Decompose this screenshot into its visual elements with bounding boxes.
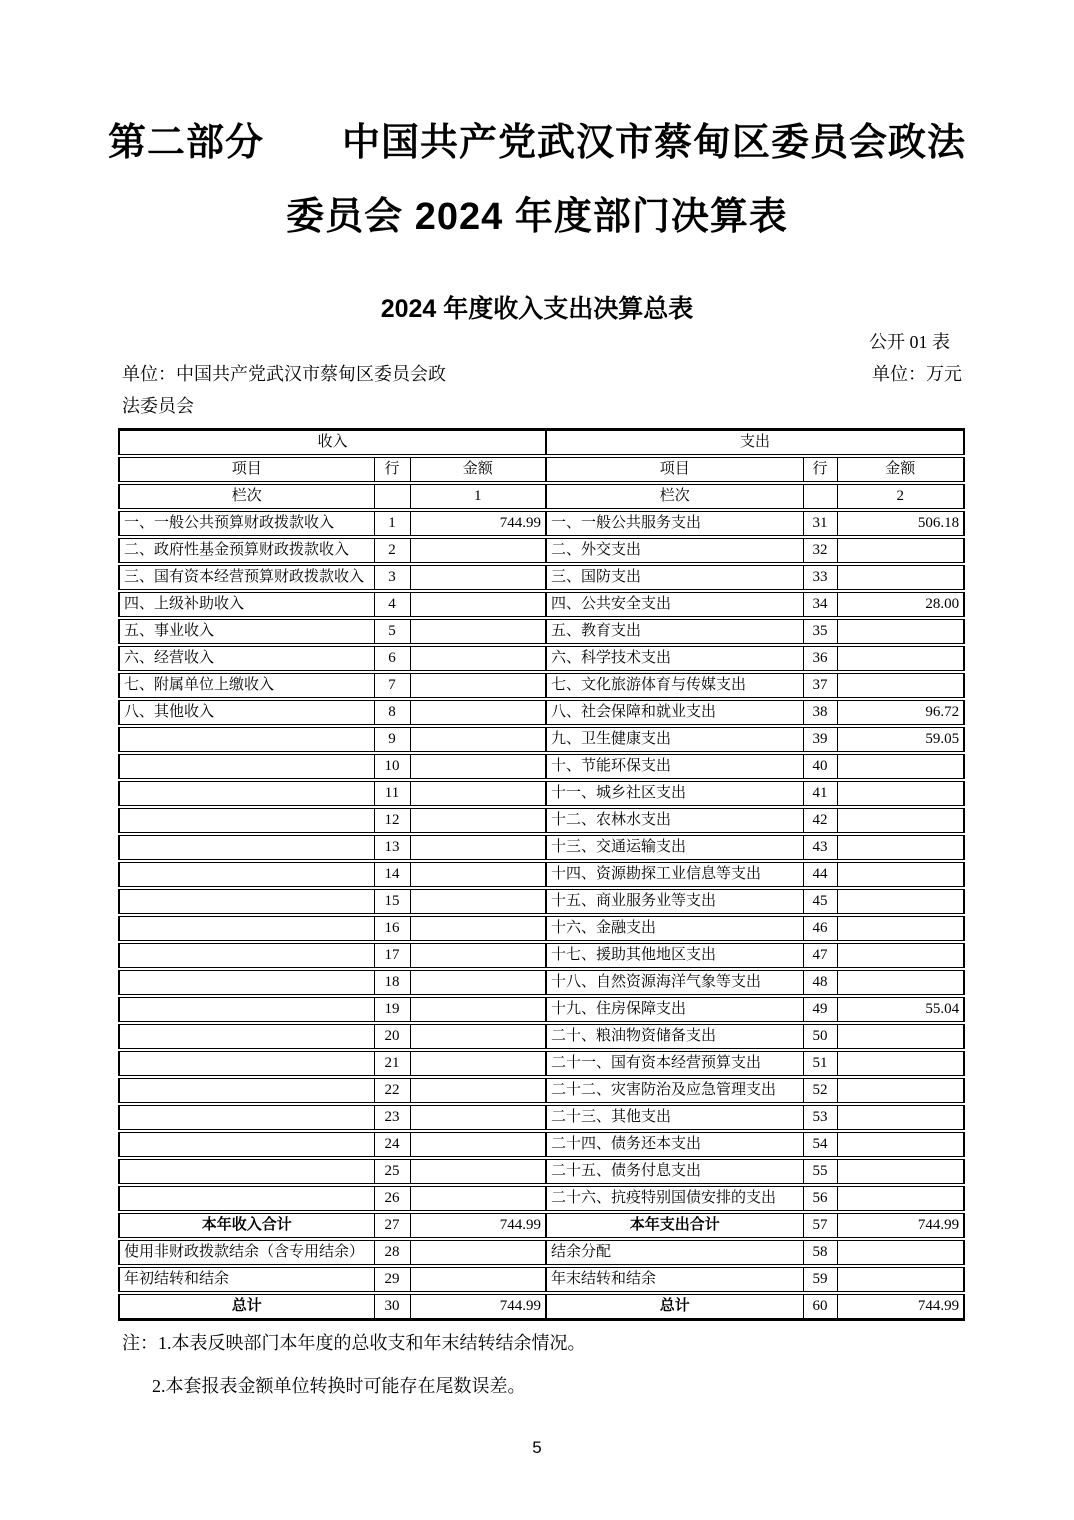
- income-item-cell: [119, 1077, 374, 1104]
- expense-index-label: 栏次: [546, 483, 803, 510]
- income-amount-cell: [410, 618, 546, 645]
- income-item-cell: [119, 969, 374, 996]
- income-amount-cell: [410, 915, 546, 942]
- expense-amount-cell: [837, 753, 964, 780]
- expense-item-cell: 十三、交通运输支出: [546, 834, 803, 861]
- expense-line-cell: 46: [803, 915, 837, 942]
- income-item-cell: 总计: [119, 1293, 374, 1320]
- footnotes: [122, 1333, 1074, 1397]
- table-row: [119, 1266, 964, 1293]
- income-amount-cell: [410, 861, 546, 888]
- expense-amount-cell: 744.99: [837, 1293, 964, 1320]
- income-amount-cell: [410, 1050, 546, 1077]
- expense-line-header: 行: [803, 456, 837, 483]
- table-row: [119, 1158, 964, 1185]
- expense-line-cell: 52: [803, 1077, 837, 1104]
- expense-line-cell: 47: [803, 942, 837, 969]
- column-index-row: [119, 483, 964, 510]
- income-item-cell: [119, 915, 374, 942]
- expense-amount-cell: [837, 915, 964, 942]
- expense-amount-cell: 506.18: [837, 510, 964, 537]
- income-item-cell: 本年收入合计: [119, 1212, 374, 1239]
- income-item-cell: 使用非财政拨款结余（含专用结余）: [119, 1239, 374, 1266]
- expense-item-cell: 十七、援助其他地区支出: [546, 942, 803, 969]
- expense-line-cell: 60: [803, 1293, 837, 1320]
- expense-line-cell: 39: [803, 726, 837, 753]
- expense-item-cell: 十六、金融支出: [546, 915, 803, 942]
- income-amount-cell: [410, 888, 546, 915]
- expense-amount-cell: [837, 1158, 964, 1185]
- table-row: [119, 591, 964, 618]
- income-line-cell: 13: [374, 834, 410, 861]
- income-amount-cell: 744.99: [410, 1212, 546, 1239]
- expense-item-cell: 十九、住房保障支出: [546, 996, 803, 1023]
- income-line-header: 行: [374, 456, 410, 483]
- income-amount-cell: [410, 942, 546, 969]
- expense-amount-cell: [837, 942, 964, 969]
- income-expense-table: [118, 428, 965, 1321]
- expense-item-cell: 八、社会保障和就业支出: [546, 699, 803, 726]
- income-line-cell: 23: [374, 1104, 410, 1131]
- income-line-cell: 29: [374, 1266, 410, 1293]
- expense-item-cell: 二十三、其他支出: [546, 1104, 803, 1131]
- expense-line-cell: 49: [803, 996, 837, 1023]
- income-line-cell: 10: [374, 753, 410, 780]
- expense-amount-cell: [837, 1239, 964, 1266]
- expense-line-cell: 58: [803, 1239, 837, 1266]
- expense-line-cell: 31: [803, 510, 837, 537]
- income-line-cell: 2: [374, 537, 410, 564]
- expense-amount-cell: 59.05: [837, 726, 964, 753]
- income-line-cell: 3: [374, 564, 410, 591]
- expense-item-header: 项目: [546, 456, 803, 483]
- income-item-cell: [119, 942, 374, 969]
- table-row: [119, 699, 964, 726]
- income-item-cell: [119, 780, 374, 807]
- expense-line-cell: 45: [803, 888, 837, 915]
- income-item-cell: 年初结转和结余: [119, 1266, 374, 1293]
- income-item-cell: [119, 807, 374, 834]
- table-row: [119, 942, 964, 969]
- expense-item-cell: 六、科学技术支出: [546, 645, 803, 672]
- expense-line-cell: 42: [803, 807, 837, 834]
- expense-item-cell: 十二、农林水支出: [546, 807, 803, 834]
- income-line-cell: 4: [374, 591, 410, 618]
- expense-line-cell: 33: [803, 564, 837, 591]
- income-amount-cell: [410, 699, 546, 726]
- expense-item-cell: 二十四、债务还本支出: [546, 1131, 803, 1158]
- income-line-cell: 19: [374, 996, 410, 1023]
- expense-item-cell: 年末结转和结余: [546, 1266, 803, 1293]
- table-row: [119, 1050, 964, 1077]
- income-section-header: 收入: [119, 430, 546, 457]
- meta-row: [122, 358, 962, 422]
- expense-item-cell: 五、教育支出: [546, 618, 803, 645]
- income-item-cell: 八、其他收入: [119, 699, 374, 726]
- income-item-cell: [119, 1185, 374, 1212]
- expense-line-cell: 35: [803, 618, 837, 645]
- expense-item-cell: 总计: [546, 1293, 803, 1320]
- expense-line-cell: 38: [803, 699, 837, 726]
- expense-amount-header: 金额: [837, 456, 964, 483]
- income-line-cell: 26: [374, 1185, 410, 1212]
- expense-line-cell: 40: [803, 753, 837, 780]
- income-item-cell: 四、上级补助收入: [119, 591, 374, 618]
- expense-amount-cell: [837, 1131, 964, 1158]
- income-amount-cell: [410, 969, 546, 996]
- table-row: [119, 969, 964, 996]
- expense-line-cell: 56: [803, 1185, 837, 1212]
- income-index-label: 栏次: [119, 483, 374, 510]
- income-line-cell: 9: [374, 726, 410, 753]
- income-amount-cell: [410, 1104, 546, 1131]
- table-row: [119, 618, 964, 645]
- income-line-cell: 17: [374, 942, 410, 969]
- expense-amount-cell: [837, 1185, 964, 1212]
- income-item-cell: [119, 996, 374, 1023]
- expense-line-cell: 51: [803, 1050, 837, 1077]
- expense-column-number: 2: [837, 483, 964, 510]
- income-item-cell: [119, 726, 374, 753]
- income-index-blank: [374, 483, 410, 510]
- income-item-cell: [119, 1023, 374, 1050]
- expense-line-cell: 37: [803, 672, 837, 699]
- income-line-cell: 5: [374, 618, 410, 645]
- income-line-cell: 30: [374, 1293, 410, 1320]
- expense-amount-cell: [837, 969, 964, 996]
- income-amount-cell: [410, 537, 546, 564]
- expense-amount-cell: [837, 834, 964, 861]
- income-item-cell: [119, 834, 374, 861]
- income-item-cell: [119, 861, 374, 888]
- expense-item-cell: 二十六、抗疫特别国债安排的支出: [546, 1185, 803, 1212]
- income-item-cell: 二、政府性基金预算财政拨款收入: [119, 537, 374, 564]
- income-line-cell: 15: [374, 888, 410, 915]
- unit-organization-line1: 单位：中国共产党武汉市蔡甸区委员会政: [122, 364, 446, 384]
- expense-amount-cell: [837, 1077, 964, 1104]
- income-item-cell: [119, 753, 374, 780]
- expense-amount-cell: [837, 564, 964, 591]
- expense-amount-cell: [837, 537, 964, 564]
- expense-section-header: 支出: [546, 430, 964, 457]
- expense-amount-cell: [837, 780, 964, 807]
- expense-amount-cell: [837, 1023, 964, 1050]
- expense-line-cell: 44: [803, 861, 837, 888]
- income-line-cell: 6: [374, 645, 410, 672]
- page-number: 5: [532, 1438, 542, 1457]
- income-amount-cell: [410, 753, 546, 780]
- income-line-cell: 16: [374, 915, 410, 942]
- expense-item-cell: 二十五、债务付息支出: [546, 1158, 803, 1185]
- document-title-line2: 委员会 2024 年度部门决算表: [286, 196, 788, 238]
- income-amount-cell: [410, 1158, 546, 1185]
- expense-item-cell: 十五、商业服务业等支出: [546, 888, 803, 915]
- expense-item-cell: 一、一般公共服务支出: [546, 510, 803, 537]
- income-amount-cell: [410, 564, 546, 591]
- table-row: [119, 672, 964, 699]
- table-row: [119, 537, 964, 564]
- expense-item-cell: 九、卫生健康支出: [546, 726, 803, 753]
- expense-amount-cell: [837, 1104, 964, 1131]
- income-amount-cell: [410, 1131, 546, 1158]
- table-row: [119, 1239, 964, 1266]
- expense-amount-cell: 744.99: [837, 1212, 964, 1239]
- income-item-cell: [119, 888, 374, 915]
- expense-line-cell: 43: [803, 834, 837, 861]
- expense-amount-cell: 96.72: [837, 699, 964, 726]
- expense-line-cell: 48: [803, 969, 837, 996]
- income-item-cell: 七、附属单位上缴收入: [119, 672, 374, 699]
- income-line-cell: 12: [374, 807, 410, 834]
- expense-amount-cell: [837, 1266, 964, 1293]
- expense-line-cell: 53: [803, 1104, 837, 1131]
- income-amount-cell: [410, 1266, 546, 1293]
- income-line-cell: 24: [374, 1131, 410, 1158]
- income-amount-header: 金额: [410, 456, 546, 483]
- income-amount-cell: [410, 1185, 546, 1212]
- expense-line-cell: 54: [803, 1131, 837, 1158]
- expense-item-cell: 七、文化旅游体育与传媒支出: [546, 672, 803, 699]
- income-amount-cell: [410, 1077, 546, 1104]
- income-line-cell: 28: [374, 1239, 410, 1266]
- expense-amount-cell: 55.04: [837, 996, 964, 1023]
- expense-amount-cell: [837, 672, 964, 699]
- expense-item-cell: 三、国防支出: [546, 564, 803, 591]
- income-item-cell: 一、一般公共预算财政拨款收入: [119, 510, 374, 537]
- table-title: 2024 年度收入支出决算总表: [380, 295, 694, 323]
- income-line-cell: 18: [374, 969, 410, 996]
- table-row: [119, 726, 964, 753]
- income-line-cell: 25: [374, 1158, 410, 1185]
- income-amount-cell: [410, 645, 546, 672]
- income-item-cell: [119, 1158, 374, 1185]
- unit-currency: 单位：万元: [872, 364, 962, 384]
- income-item-cell: 六、经营收入: [119, 645, 374, 672]
- income-amount-cell: [410, 807, 546, 834]
- income-amount-cell: [410, 996, 546, 1023]
- income-item-cell: 三、国有资本经营预算财政拨款收入: [119, 564, 374, 591]
- expense-amount-cell: [837, 618, 964, 645]
- document-title-line1: 第二部分 中国共产党武汉市蔡甸区委员会政法: [107, 122, 966, 164]
- income-line-cell: 22: [374, 1077, 410, 1104]
- expense-line-cell: 50: [803, 1023, 837, 1050]
- income-item-cell: 五、事业收入: [119, 618, 374, 645]
- income-amount-cell: 744.99: [410, 1293, 546, 1320]
- income-line-cell: 20: [374, 1023, 410, 1050]
- table-row: [119, 996, 964, 1023]
- income-line-cell: 27: [374, 1212, 410, 1239]
- expense-line-cell: 34: [803, 591, 837, 618]
- footnote-2: 2.本套报表金额单位转换时可能存在尾数误差。: [152, 1376, 526, 1396]
- income-amount-cell: [410, 1239, 546, 1266]
- income-amount-cell: [410, 834, 546, 861]
- expense-item-cell: 二十、粮油物资储备支出: [546, 1023, 803, 1050]
- table-row: [119, 1293, 964, 1320]
- footnote-1: 注：1.本表反映部门本年度的总收支和年末结转结余情况。: [122, 1333, 586, 1353]
- expense-item-cell: 十八、自然资源海洋气象等支出: [546, 969, 803, 996]
- expense-amount-cell: [837, 1050, 964, 1077]
- table-row: [119, 1023, 964, 1050]
- expense-item-cell: 十、节能环保支出: [546, 753, 803, 780]
- expense-line-cell: 32: [803, 537, 837, 564]
- expense-amount-cell: [837, 645, 964, 672]
- table-row: [119, 834, 964, 861]
- expense-amount-cell: [837, 888, 964, 915]
- table-row: [119, 564, 964, 591]
- expense-amount-cell: [837, 807, 964, 834]
- expense-line-cell: 36: [803, 645, 837, 672]
- expense-item-cell: 十一、城乡社区支出: [546, 780, 803, 807]
- expense-index-blank: [803, 483, 837, 510]
- income-amount-cell: [410, 591, 546, 618]
- expense-line-cell: 59: [803, 1266, 837, 1293]
- income-item-cell: [119, 1104, 374, 1131]
- table-row: [119, 510, 964, 537]
- expense-line-cell: 41: [803, 780, 837, 807]
- table-row: [119, 1131, 964, 1158]
- income-column-number: 1: [410, 483, 546, 510]
- public-table-label: 公开 01 表: [869, 332, 950, 352]
- decision-table-body: [119, 430, 964, 1320]
- table-row: [119, 780, 964, 807]
- income-amount-cell: [410, 726, 546, 753]
- income-amount-cell: [410, 672, 546, 699]
- table-row: [119, 1212, 964, 1239]
- expense-item-cell: 四、公共安全支出: [546, 591, 803, 618]
- table-row: [119, 888, 964, 915]
- income-line-cell: 1: [374, 510, 410, 537]
- expense-amount-cell: 28.00: [837, 591, 964, 618]
- income-item-cell: [119, 1050, 374, 1077]
- income-line-cell: 11: [374, 780, 410, 807]
- income-line-cell: 21: [374, 1050, 410, 1077]
- column-header-row: [119, 456, 964, 483]
- expense-item-cell: 结余分配: [546, 1239, 803, 1266]
- expense-amount-cell: [837, 861, 964, 888]
- expense-item-cell: 二、外交支出: [546, 537, 803, 564]
- income-line-cell: 8: [374, 699, 410, 726]
- table-row: [119, 645, 964, 672]
- expense-item-cell: 本年支出合计: [546, 1212, 803, 1239]
- income-item-cell: [119, 1131, 374, 1158]
- table-row: [119, 861, 964, 888]
- expense-item-cell: 二十二、灾害防治及应急管理支出: [546, 1077, 803, 1104]
- income-amount-cell: [410, 1023, 546, 1050]
- unit-organization: [122, 358, 446, 422]
- table-row: [119, 915, 964, 942]
- table-row: [119, 1077, 964, 1104]
- income-line-cell: 7: [374, 672, 410, 699]
- section-header-row: [119, 430, 964, 457]
- table-row: [119, 1104, 964, 1131]
- table-row: [119, 807, 964, 834]
- expense-line-cell: 57: [803, 1212, 837, 1239]
- income-line-cell: 14: [374, 861, 410, 888]
- income-item-header: 项目: [119, 456, 374, 483]
- expense-item-cell: 十四、资源勘探工业信息等支出: [546, 861, 803, 888]
- expense-item-cell: 二十一、国有资本经营预算支出: [546, 1050, 803, 1077]
- table-row: [119, 753, 964, 780]
- expense-line-cell: 55: [803, 1158, 837, 1185]
- income-amount-cell: 744.99: [410, 510, 546, 537]
- unit-organization-line2: 法委员会: [122, 396, 194, 416]
- table-row: [119, 1185, 964, 1212]
- income-amount-cell: [410, 780, 546, 807]
